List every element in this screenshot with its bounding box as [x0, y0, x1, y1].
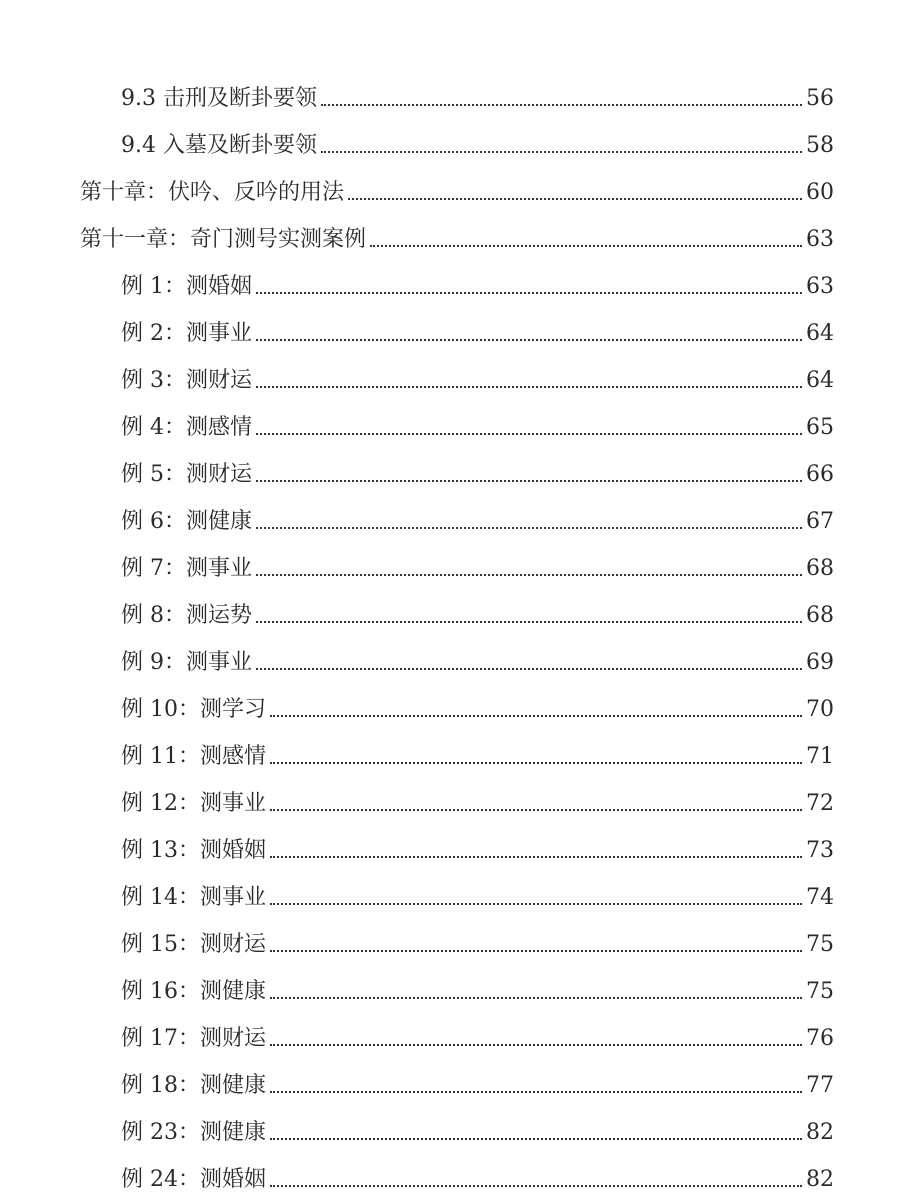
- toc-entry[interactable]: [0, 401, 911, 441]
- toc-entry-title: 例 17：测财运: [121, 1026, 266, 1051]
- dot-leader: [270, 809, 802, 811]
- toc-entry-title: 例 16：测健康: [121, 979, 266, 1004]
- toc-entry-page: 75: [806, 932, 834, 957]
- toc-entry[interactable]: [0, 636, 911, 676]
- toc-entry[interactable]: [0, 1059, 911, 1099]
- toc-entry[interactable]: [0, 166, 911, 206]
- toc-entry-title: 例 15：测财运: [121, 932, 266, 957]
- toc-entry[interactable]: [0, 824, 911, 864]
- toc-entry-page: 82: [806, 1167, 834, 1192]
- toc-entry-page: 64: [806, 368, 834, 393]
- toc-entry-page: 76: [806, 1026, 834, 1051]
- toc-entry[interactable]: [0, 1106, 911, 1146]
- dot-leader: [270, 997, 802, 999]
- toc-entry[interactable]: [0, 260, 911, 300]
- toc-entry-title: 例 18：测健康: [121, 1073, 266, 1098]
- toc-entry[interactable]: [0, 1012, 911, 1052]
- dot-leader: [270, 715, 802, 717]
- toc-entry[interactable]: [0, 448, 911, 488]
- toc-entry-page: 74: [806, 885, 834, 910]
- toc-entry-page: 73: [806, 838, 834, 863]
- toc-entry[interactable]: [0, 871, 911, 911]
- toc-entry[interactable]: [0, 683, 911, 723]
- toc-entry-page: 77: [806, 1073, 834, 1098]
- toc-entry-page: 71: [806, 744, 834, 769]
- toc-entry-page: 56: [806, 86, 834, 111]
- toc-entry[interactable]: [0, 119, 911, 159]
- toc-entry-title: 例 6：测健康: [121, 509, 252, 534]
- dot-leader: [321, 151, 802, 153]
- toc-entry-page: 63: [806, 227, 834, 252]
- dot-leader: [270, 1044, 802, 1046]
- toc-entry-page: 75: [806, 979, 834, 1004]
- dot-leader: [270, 856, 802, 858]
- toc-entry-page: 67: [806, 509, 834, 534]
- toc-entry-page: 63: [806, 274, 834, 299]
- toc-entry-title: 例 8：测运势: [121, 603, 252, 628]
- toc-entry-title: 例 23：测健康: [121, 1120, 266, 1145]
- toc-entry-title: 例 11：测感情: [121, 744, 266, 769]
- toc-entry-title: 例 10：测学习: [121, 697, 266, 722]
- toc-entry-page: 66: [806, 462, 834, 487]
- toc-entry-page: 68: [806, 556, 834, 581]
- toc-entry-title: 例 12：测事业: [121, 791, 266, 816]
- toc-entry-title: 例 7：测事业: [121, 556, 252, 581]
- dot-leader: [256, 527, 802, 529]
- toc-entry-title: 例 1：测婚姻: [121, 274, 252, 299]
- dot-leader: [256, 574, 802, 576]
- dot-leader: [270, 762, 802, 764]
- toc-entry-title: 例 5：测财运: [121, 462, 252, 487]
- toc-entry-page: 82: [806, 1120, 834, 1145]
- dot-leader: [270, 1138, 802, 1140]
- dot-leader: [370, 245, 802, 247]
- toc-entry[interactable]: [0, 495, 911, 535]
- toc-entry-page: 70: [806, 697, 834, 722]
- toc-entry-title: 例 2：测事业: [121, 321, 252, 346]
- toc-entry-page: 72: [806, 791, 834, 816]
- dot-leader: [348, 198, 802, 200]
- toc-entry-title: 例 13：测婚姻: [121, 838, 266, 863]
- dot-leader: [256, 480, 802, 482]
- toc-entry[interactable]: [0, 1153, 911, 1193]
- toc-entry-page: 69: [806, 650, 834, 675]
- toc-entry[interactable]: [0, 72, 911, 112]
- toc-entry-title: 第十一章：奇门测号实测案例: [80, 227, 367, 252]
- toc-entry[interactable]: [0, 777, 911, 817]
- dot-leader: [270, 1185, 802, 1187]
- toc-entry-title: 9.4 入墓及断卦要领: [121, 133, 317, 158]
- dot-leader: [321, 104, 802, 106]
- dot-leader: [270, 950, 802, 952]
- dot-leader: [256, 292, 802, 294]
- toc-entry-title: 例 24：测婚姻: [121, 1167, 266, 1192]
- dot-leader: [270, 1091, 802, 1093]
- toc-entry[interactable]: [0, 354, 911, 394]
- toc-entry[interactable]: [0, 589, 911, 629]
- toc-entry-title: 例 9：测事业: [121, 650, 252, 675]
- toc-entry-title: 例 4：测感情: [121, 415, 252, 440]
- toc-entry[interactable]: [0, 965, 911, 1005]
- toc-entry-page: 68: [806, 603, 834, 628]
- toc-entry-page: 64: [806, 321, 834, 346]
- toc-entry-page: 58: [806, 133, 834, 158]
- dot-leader: [270, 903, 802, 905]
- toc-entry[interactable]: [0, 918, 911, 958]
- toc-entry-title: 9.3 击刑及断卦要领: [121, 86, 317, 111]
- dot-leader: [256, 621, 802, 623]
- toc-entry[interactable]: [0, 730, 911, 770]
- toc-entry-title: 第十章：伏吟、反吟的用法: [80, 180, 345, 205]
- toc-entry-page: 60: [806, 180, 834, 205]
- toc-entry-title: 例 14：测事业: [121, 885, 266, 910]
- toc-entry[interactable]: [0, 307, 911, 347]
- dot-leader: [256, 668, 802, 670]
- dot-leader: [256, 386, 802, 388]
- toc-entry[interactable]: [0, 213, 911, 253]
- toc-entry[interactable]: [0, 542, 911, 582]
- dot-leader: [256, 339, 802, 341]
- dot-leader: [256, 433, 802, 435]
- toc-entry-title: 例 3：测财运: [121, 368, 252, 393]
- toc-entry-page: 65: [806, 415, 834, 440]
